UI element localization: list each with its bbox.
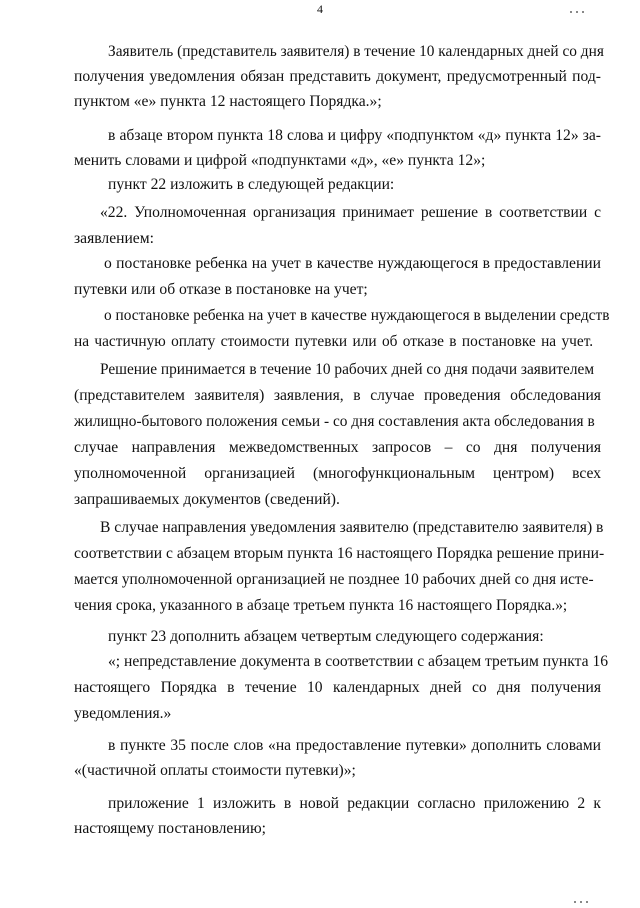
text-line: случае направления межведомственных запросов – со дня получения <box>74 439 601 456</box>
text-line: пунктом «е» пункта 12 настоящего Порядка.»; <box>74 93 382 110</box>
scan-artifact <box>570 0 600 3</box>
text-line: пункт 22 изложить в следующей редакции: <box>108 176 395 193</box>
scan-artifact <box>574 890 604 893</box>
text-line: в абзаце втором пункта 18 слова и цифру «подпунктом «д» пункта 12» за- <box>108 127 601 144</box>
text-line: соответствии с абзацем вторым пункта 16 настоящего Порядка решение прини- <box>74 545 605 562</box>
text-line: «22. Уполномоченная организация принимает решение в соответствии с <box>100 204 601 221</box>
text-line: Заявитель (представитель заявителя) в течение 10 календарных дней со дня <box>108 43 604 60</box>
page-number: 4 <box>317 2 323 16</box>
text-line: мается уполномоченной организацией не позднее 10 рабочих дней со дня исте- <box>74 571 594 588</box>
text-line: путевки или об отказе в постановке на учет; <box>74 281 368 298</box>
text-line: заявлением: <box>74 230 154 247</box>
text-line: жилищно-бытового положения семьи - со дня составления акта обследования в <box>74 413 595 430</box>
text-line: «; непредставление документа в соответствии с абзацем третьим пункта 16 <box>108 653 609 670</box>
text-line: приложение 1 изложить в новой редакции согласно приложению 2 к <box>108 795 601 812</box>
text-line: в пункте 35 после слов «на предоставление путевки» дополнить словами <box>108 737 601 754</box>
text-line: В случае направления уведомления заявителю (представителю заявителя) в <box>100 519 604 536</box>
text-line: (представителем заявителя) заявления, в случае проведения обследования <box>74 387 601 404</box>
text-line: уведомления.» <box>74 705 172 722</box>
text-line: Решение принимается в течение 10 рабочих дней со дня подачи заявителем <box>100 361 595 378</box>
text-line: о постановке ребенка на учет в качестве нуждающегося в предоставлении <box>104 255 601 272</box>
text-line: настоящего Порядка в течение 10 календарных дней со дня получения <box>74 679 601 696</box>
text-line: получения уведомления обязан представить документ, предусмотренный под- <box>74 68 601 85</box>
text-line: настоящему постановлению; <box>74 820 267 837</box>
text-line: чения срока, указанного в абзаце третьем пункта 16 настоящего Порядка.»; <box>74 597 568 614</box>
text-line: менить словами и цифрой «подпунктами «д», «е» пункта 12»; <box>74 152 486 169</box>
text-line: о постановке ребенка на учет в качестве нуждающегося в выделении средств <box>104 307 610 324</box>
text-line: запрашиваемых документов (сведений). <box>74 491 340 508</box>
text-line: «(частичной оплаты стоимости путевки)»; <box>74 762 356 779</box>
text-line: на частичную оплату стоимости путевки или об отказе в постановке на учет. <box>74 333 594 350</box>
text-line: пункт 23 дополнить абзацем четвертым следующего содержания: <box>108 628 544 645</box>
text-line: уполномоченной организацией (многофункциональным центром) всех <box>74 465 601 482</box>
